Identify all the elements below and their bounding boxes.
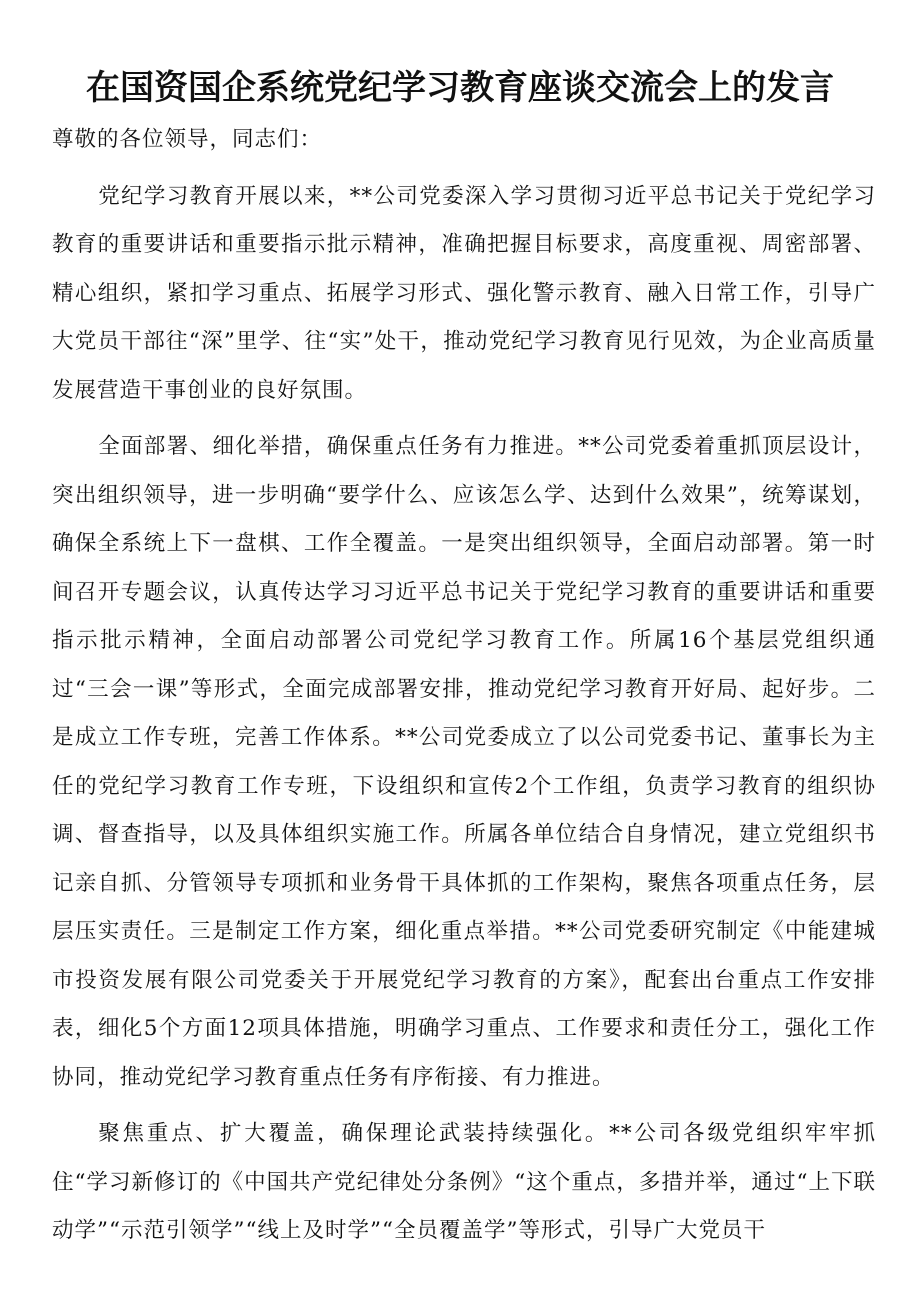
paragraph-focus: 聚焦重点、扩大覆盖，确保理论武装持续强化。**公司各级党组织牢牢抓住“学习新修订的《中国共产党纪律处分条例》“这个重点，多措并举，通过“上下联动学”“示范引领学”“线上及时学”“全员覆盖学”等形式，引导广大党员干	[52, 1121, 876, 1243]
paragraph-deployment: 全面部署、细化举措，确保重点任务有力推进。**公司党委着重抓顶层设计，突出组织领导，进一步明确“要学什么、应该怎么学、达到什么效果”，统筹谋划，确保全系统上下一盘棋、工作全覆盖。一是突出组织领导，全面启动部署。第一时间召开专题会议，认真传达学习习近平总书记关于党纪学习教育的重要讲话和重要指示批示精神，全面启动部署公司党纪学习教育工作。所属16个基层党组织通过“三会一课”等形式，全面完成部署安排，推动党纪学习教育开好局、起好步。二是成立工作专班，完善工作体系。**公司党委成立了以公司党委书记、董事长为主任的党纪学习教育工作专班，下设组织和宣传2个工作组，负责学习教育的组织协调、督查指导，以及具体组织实施工作。所属各单位结合自身情况，建立党组织书记亲自抓、分管领导专项抓和业务骨干具体抓的工作架构，聚焦各项重点任务，层层压实责任。三是制定工作方案，细化重点举措。**公司党委研究制定《中能建城市投资发展有限公司党委关于开展党纪学习教育的方案》，配套出台重点工作安排表，细化5个方面12项具体措施，明确学习重点、工作要求和责任分工，强化工作协同，推动党纪学习教育重点任务有序衔接、有力推进。	[52, 434, 876, 1090]
greeting-line: 尊敬的各位领导，同志们：	[52, 127, 323, 152]
document-title: 在国资国企系统党纪学习教育座谈交流会上的发言	[86, 68, 834, 108]
document-body	[52, 116, 876, 1264]
paragraph-intro: 党纪学习教育开展以来，**公司党委深入学习贯彻习近平总书记关于党纪学习教育的重要讲话和重要指示批示精神，准确把握目标要求，高度重视、周密部署、精心组织，紧扣学习重点、拓展学习形式、强化警示教育、融入日常工作，引导广大党员干部往“深”里学、往“实”处干，推动党纪学习教育见行见效，为企业高质量发展营造干事创业的良好氛围。	[52, 183, 876, 403]
